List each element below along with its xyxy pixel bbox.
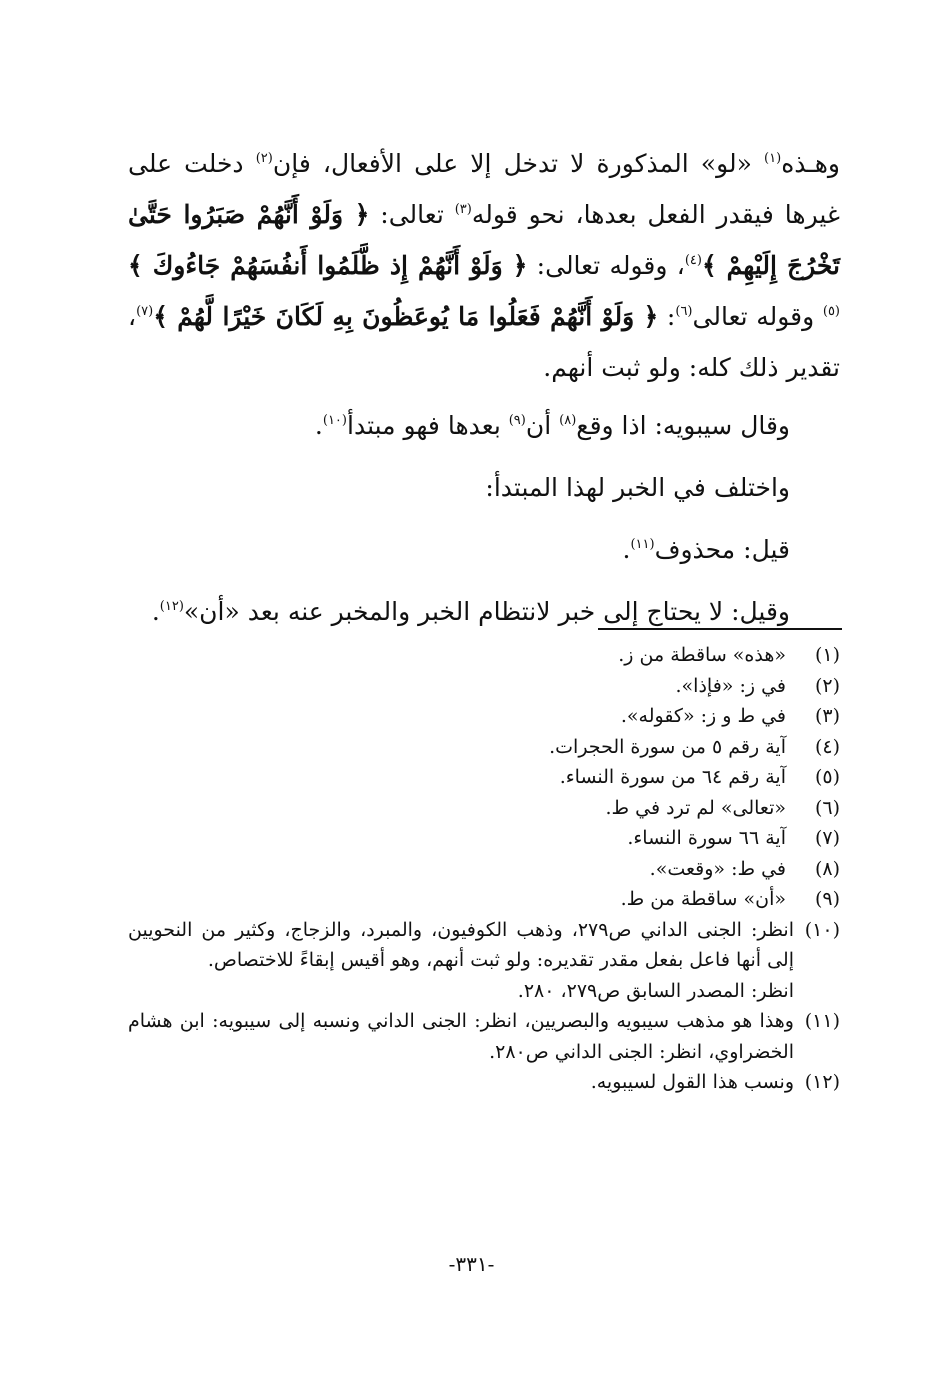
footnote-text: في ط و ز: «كقوله». <box>620 705 786 727</box>
footnote-number: (٧) <box>814 827 840 849</box>
footnote-number: (١) <box>814 644 840 666</box>
footnote-item <box>128 1067 840 1098</box>
footnote-item <box>128 884 840 915</box>
footnote-ref: (١٠) <box>322 413 347 428</box>
footnote-item <box>128 762 840 793</box>
footnote-item <box>128 671 840 702</box>
quran-verse: ﴿ وَلَوْ أَنَّهُمْ إِذ ظَّلَمُوا أَنفُسَهُمْ جَاءُوكَ ﴾ <box>128 251 528 280</box>
footnote-ref: (٧) <box>136 304 154 319</box>
text-run: قيل: محذوف <box>654 535 790 564</box>
quran-verse: ﴿ وَلَوْ أَنَّهُمْ صَبَرُوا حَتَّىٰ تَخْرُجَ إِلَيْهِمْ ﴾ <box>128 200 840 280</box>
footnote-ref: (١٢) <box>159 599 184 614</box>
footnote-number: (٩) <box>814 888 840 910</box>
footnote-number: (٢) <box>814 674 840 697</box>
footnote-text: آية رقم ٦٤ من سورة النساء. <box>559 766 786 788</box>
footnote-number: (١١) <box>804 1010 840 1032</box>
footnote-number: (١٠) <box>804 918 840 941</box>
footnote-number: (٨) <box>814 857 840 880</box>
footnote-text: في ط: «وقعت». <box>649 857 786 880</box>
text-run: بعدها فهو مبتدأ <box>347 411 509 440</box>
text-run: ، تقدير ذلك كله: ولو ثبت أنهم. <box>128 302 840 382</box>
footnote-number: (٥) <box>814 766 840 788</box>
footnote-item <box>128 854 840 885</box>
footnote-item <box>128 640 840 671</box>
text-run: وقوله تعالى <box>692 302 823 331</box>
footnote-ref: (٢) <box>255 151 273 166</box>
text-run: وقال سيبويه: اذا وقع <box>576 411 790 440</box>
footnote-text: في ز: «فإذا». <box>675 674 786 697</box>
paragraph-1 <box>128 138 840 393</box>
paragraph-3: واختلف في الخبر لهذا المبتدأ: <box>485 473 790 502</box>
text-run: تعالى: <box>369 200 455 229</box>
text-run: أن <box>525 411 560 440</box>
footnote-continuation: انظر: المصدر السابق ص٢٧٩، ٢٨٠. <box>517 979 794 1002</box>
footnote-ref: (٥) <box>822 304 840 319</box>
footnote-text: «هذه» ساقطة من ز. <box>618 644 786 666</box>
footnote-ref: (١١) <box>630 537 655 552</box>
footnote-text: انظر: الجنى الداني ص٢٧٩، وذهب الكوفيون، والمبرد، والزجاج، وكثير من النحويين إلى أنها فاعل بفعل مقدر تقديره: ولو ثبت أنهم، وهو أقيس إبقاءً للاختصاص. <box>128 918 795 971</box>
paragraph-5 <box>128 581 840 643</box>
footnote-text: ونسب هذا القول لسيبويه. <box>590 1071 794 1093</box>
text-run: ، وقوله تعالى: <box>527 251 685 280</box>
text-run: وقيل: لا يحتاج إلى خبر لانتظام الخبر والمخبر عنه بعد «أن» <box>183 597 790 626</box>
footnote-text: آية رقم ٥ من سورة الحجرات. <box>549 735 786 758</box>
text-run: : <box>658 302 676 331</box>
footnote-item <box>128 1006 840 1067</box>
footnote-divider <box>598 628 842 630</box>
footnote-text: آية ٦٦ سورة النساء. <box>627 827 786 849</box>
footnote-item <box>128 915 840 976</box>
text-run: «لو» المذكورة لا تدخل إلا على الأفعال، فإن <box>272 149 765 178</box>
text-run: . <box>622 535 631 564</box>
footnote-ref: (٣) <box>454 202 472 217</box>
footnote-number: (٤) <box>814 735 840 758</box>
footnote-text: وهذا هو مذهب سيبويه والبصريين، انظر: الجنى الداني ونسبه إلى سيبويه: ابن هشام الخضراوي، انظر: الجنى الداني ص٢٨٠. <box>128 1010 794 1063</box>
footnote-ref: (١) <box>764 151 782 166</box>
footnote-item <box>128 732 840 763</box>
main-text <box>128 138 840 643</box>
footnote-ref: (٤) <box>684 253 702 268</box>
page-number: -٣٣١- <box>448 1252 495 1276</box>
text-run: دخلت على غيرها فيقدر الفعل بعدها، نحو قوله <box>128 149 840 229</box>
footnotes <box>128 640 840 1098</box>
footnote-item <box>128 823 840 854</box>
text-run: وهـذه <box>781 149 840 178</box>
paragraph-2 <box>128 395 840 457</box>
footnote-text: «تعالى» لم ترد في ط. <box>605 796 786 819</box>
footnote-ref: (٨) <box>559 413 577 428</box>
footnote-item <box>128 701 840 732</box>
text-run: . <box>151 597 160 626</box>
footnote-item <box>128 793 840 824</box>
footnote-text: «أن» ساقطة من ط. <box>620 888 786 910</box>
footnote-number: (٣) <box>814 705 840 727</box>
text-run: . <box>314 411 323 440</box>
footnote-number: (٦) <box>814 796 840 819</box>
paragraph-4 <box>128 519 840 581</box>
quran-verse: ﴿ وَلَوْ أَنَّهُمْ فَعَلُوا مَا يُوعَظُونَ بِهِ لَكَانَ خَيْرًا لَّهُمْ ﴾ <box>153 302 659 331</box>
footnote-number: (١٢) <box>804 1071 840 1093</box>
footnote-ref: (٦) <box>675 304 693 319</box>
footnote-ref: (٩) <box>508 413 526 428</box>
